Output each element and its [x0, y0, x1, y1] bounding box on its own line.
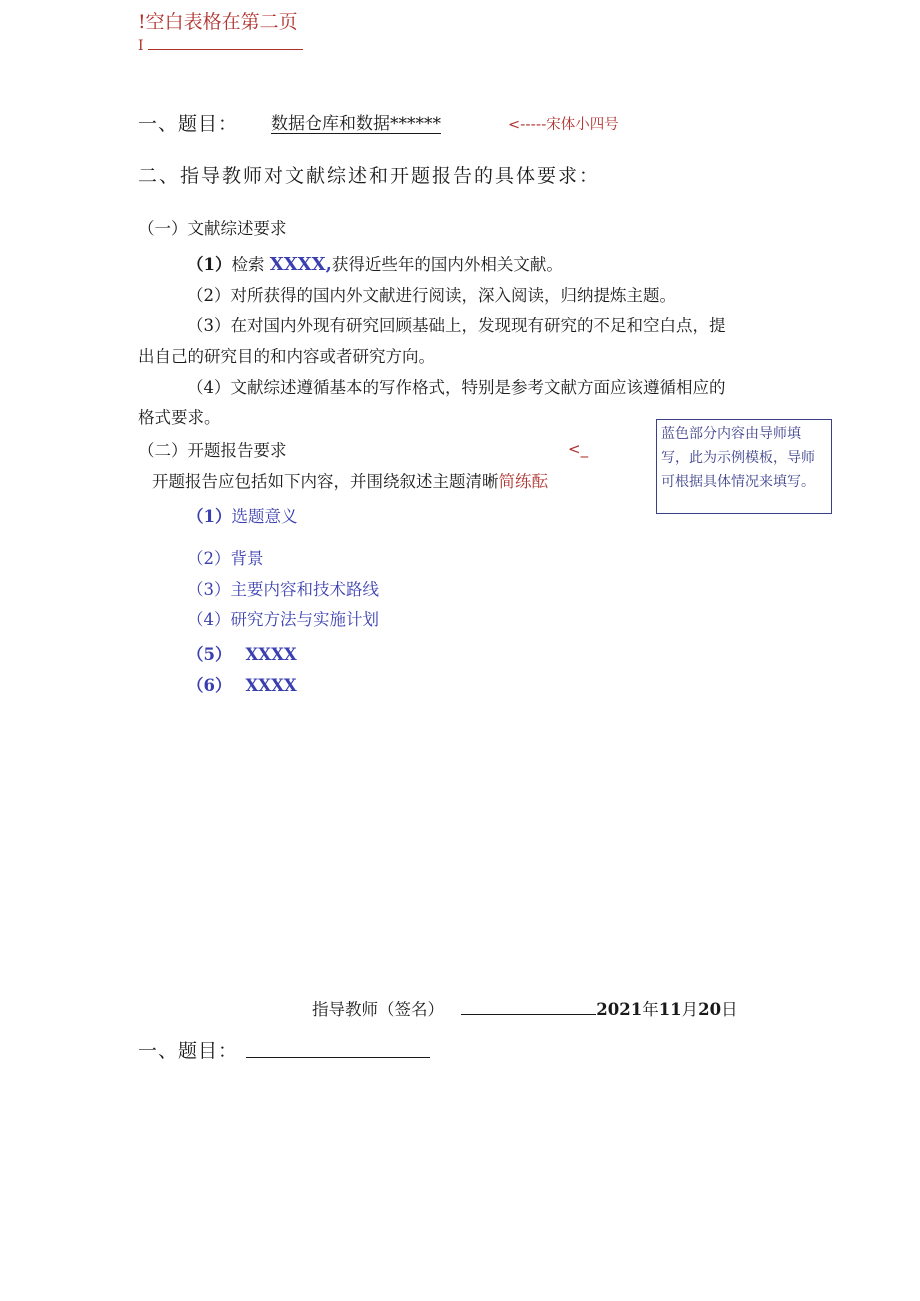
signature-month-unit: 月	[681, 1000, 699, 1019]
proposal-item-1-num: （1）	[187, 507, 232, 526]
proposal-item-5-text: XXXX	[245, 645, 297, 664]
proposal-item-5-num: （5）	[187, 645, 232, 664]
proposal-heading: （二）开题报告要求	[138, 441, 287, 460]
lit-review-item-4-line2: 格式要求。	[138, 408, 221, 427]
proposal-item-2-num: （2）	[187, 549, 231, 568]
underline-prefix: I	[138, 38, 144, 54]
signature-label: 指导教师（签名）	[312, 1000, 444, 1019]
blank-form-underline	[138, 38, 303, 55]
proposal-intro	[152, 472, 548, 492]
signature-day: 20	[698, 1000, 722, 1019]
proposal-item-4-text: 研究方法与实施计划	[230, 610, 379, 629]
proposal-item-2	[187, 549, 264, 569]
lit-review-item-4-line1: （4）文献综述遵循基本的写作格式，特别是参考文献方面应该遵循相应的	[187, 378, 726, 397]
proposal-item-6-num: （6）	[187, 676, 232, 695]
proposal-item-1-text: 选题意义	[231, 507, 298, 526]
proposal-item-6-text: XXXX	[245, 676, 297, 695]
instructor-note-box: 蓝色部分内容由导师填写，此为示例模板，导师可根据具体情况来填写。	[656, 419, 832, 514]
signature-blank[interactable]	[461, 1013, 596, 1015]
lit-item1-pre: 检索	[231, 255, 265, 274]
proposal-item-3-text: 主要内容和技术路线	[230, 580, 379, 599]
proposal-item-6	[187, 676, 297, 696]
lit-review-item-1	[187, 254, 563, 276]
signature-day-unit: 日	[721, 1000, 738, 1019]
proposal-intro-main: 开题报告应包括如下内容，并围绕叙述主题清晰	[152, 472, 499, 491]
signature-year-unit: 年	[642, 1000, 659, 1019]
signature-year: 2021	[596, 1000, 643, 1019]
requirements-heading: 二、指导教师对文献综述和开题报告的具体要求：	[138, 165, 601, 187]
lit-item1-post: 获得近些年的国内外相关文献。	[331, 255, 563, 274]
lit-item1-num: （1）	[187, 255, 232, 274]
page2-title-label: 一、题目：	[138, 1040, 239, 1062]
page2-title-blank[interactable]	[246, 1057, 430, 1058]
signature-month: 11	[658, 1000, 682, 1019]
proposal-item-5	[187, 645, 297, 665]
lit-review-item-2: （2）对所获得的国内外文献进行阅读，深入阅读，归纳提炼主题。	[187, 286, 676, 305]
proposal-item-4-num: （4）	[187, 610, 231, 629]
font-annotation: <-----宋体小四号	[508, 117, 619, 133]
lit-review-item-3-line2: 出自己的研究目的和内容或者研究方向。	[138, 347, 435, 366]
lit-review-heading: （一）文献综述要求	[138, 219, 287, 238]
lit-item1-key: XXXX,	[269, 254, 332, 275]
lit-review-item-3-line1: （3）在对国内外现有研究回顾基础上，发现现有研究的不足和空白点，提	[187, 316, 726, 335]
proposal-item-4	[187, 610, 379, 630]
red-underline-line	[148, 43, 303, 50]
signature-line	[312, 1000, 738, 1020]
title-label: 一、题目：	[138, 113, 239, 135]
proposal-item-3	[187, 580, 379, 600]
proposal-intro-tail: 简练酝	[498, 472, 548, 491]
proposal-arrow: <_	[568, 440, 589, 458]
blank-form-note: !空白表格在第二页	[138, 11, 298, 33]
proposal-item-2-text: 背景	[230, 549, 264, 568]
proposal-item-3-num: （3）	[187, 580, 231, 599]
title-value: 数据仓库和数据******	[271, 114, 441, 134]
proposal-item-1	[187, 507, 297, 527]
